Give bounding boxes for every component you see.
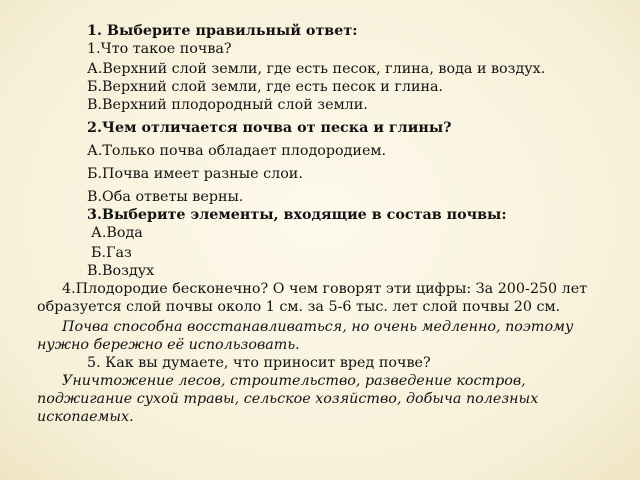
q5-answer: Уничтожение лесов, строительство, разведение костров, поджигание сухой травы, сельское хозяйство, добыча полезных ископаемых. (37, 373, 539, 425)
q1-header: 1. Выберите правильный ответ: (87, 23, 358, 39)
q2-option-b: Б.Почва имеет разные слои. (87, 166, 303, 182)
q3-option-a: А.Вода (91, 225, 143, 241)
q2-option-a: А.Только почва обладает плодородием. (87, 143, 387, 159)
q2-question: 2.Чем отличается почва от песка и глины? (87, 120, 452, 136)
q4-question: 4.Плодородие бесконечно? О чем говорят эти цифры: За 200-250 лет образуется слой почвы около 1 см. за 5-6 тыс. лет слой почвы 20 см. (37, 281, 588, 315)
q1-question: 1.Что такое почва? (87, 41, 232, 57)
q5-question: 5. Как вы думаете, что приносит вред почве? (87, 355, 431, 371)
q1-option-b: Б.Верхний слой земли, где есть песок и глина. (87, 79, 444, 95)
q2-option-c: В.Оба ответы верны. (87, 189, 244, 205)
q1-option-a: А.Верхний слой земли, где есть песок, глина, вода и воздух. (87, 61, 546, 77)
q3-question: 3.Выберите элементы, входящие в состав почвы: (87, 207, 507, 223)
q3-option-c: В.Воздух (87, 263, 155, 279)
slide-content (37, 22, 614, 426)
q4-answer: Почва способна восстанавливаться, но очень медленно, поэтому нужно бережно её использовать. (37, 319, 574, 353)
q1-option-c: В.Верхний плодородный слой земли. (87, 97, 368, 113)
q3-option-b: Б.Газ (91, 245, 132, 261)
